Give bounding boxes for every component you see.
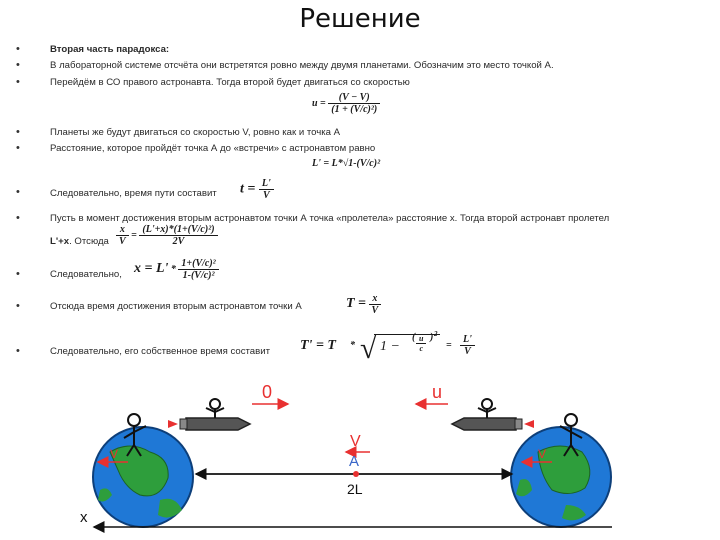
label-x-axis: x	[80, 509, 88, 526]
label-point-a: A	[349, 453, 360, 470]
point-a-dot	[353, 471, 359, 477]
bullet: •	[16, 142, 20, 154]
label-zero: 0	[262, 382, 273, 402]
bullet: •	[16, 300, 20, 312]
formula-t: t = $\frac{L'}{V}$	[240, 178, 274, 201]
formula-T-prime: T' = T * √ 1 − ( $\frac{u}{c}$ ) 2 = $\frac{L'}{V}$	[300, 330, 490, 370]
left-rocket	[168, 399, 250, 430]
bullet: •	[16, 59, 20, 71]
text-line-1: Вторая часть парадокса:	[50, 44, 170, 55]
text-line-5: Расстояние, которое пройдёт точка А до «встречи» с астронавтом равно	[50, 143, 376, 154]
right-rocket	[452, 399, 534, 430]
text-line-10: Следовательно, его собственное время составит	[50, 346, 270, 357]
formula-T: T = $\frac{x}{V}$	[346, 293, 381, 316]
bullet: •	[16, 268, 20, 280]
bullet: •	[16, 126, 20, 138]
bullet: •	[16, 43, 20, 55]
text-line-8: Следовательно,	[50, 269, 122, 280]
left-planet	[93, 427, 193, 527]
text-line-3: Перейдём в СО правого астронавта. Тогда второй будет двигаться со скоростью	[50, 77, 410, 88]
formula-x-over-v: $\frac{x}{V}$ = $\frac{\text{(L'+x)*(1+(V/c)²)}}{2V}$	[116, 224, 218, 247]
text-line-6: Следовательно, время пути составит	[50, 188, 217, 199]
label-v-top: V	[350, 433, 361, 450]
bullet: •	[16, 76, 20, 88]
formula-l-prime: L' = L*√1-(V/c)²	[312, 158, 381, 169]
text-line-7: Пусть в момент достижения вторым астронавтом точки А точка «пролетела» расстояние x. Тогда второй астронавт пролетел	[50, 213, 610, 224]
formula-u: u = $\frac{(V - V)}{\text{(1 + (V/c)²)}}$	[312, 92, 380, 115]
text-line-2: В лабораторной системе отсчёта они встретятся ровно между двумя планетами. Обозначим это место точкой А.	[50, 60, 554, 71]
formula-x: x = L' * $\frac{\text{1+(V/c)²}}{\text{1-(V/c)²}}$	[134, 258, 219, 281]
bullet: •	[16, 186, 20, 198]
label-u: u	[432, 382, 443, 402]
bullet: •	[16, 345, 20, 357]
text-line-9: Отсюда время достижения вторым астронавтом точки А	[50, 301, 302, 312]
label-v-right-planet: V	[538, 447, 547, 461]
text-line-7b: L'+x. Отсюда	[50, 236, 109, 247]
label-2l: 2L	[347, 481, 363, 497]
bullet: •	[16, 212, 20, 224]
text-line-4: Планеты же будут двигаться со скоростью V, ровно как и точка А	[50, 127, 341, 138]
slide-title: Решение	[299, 4, 421, 34]
right-planet	[511, 427, 611, 527]
label-v-left-planet: V	[110, 447, 119, 461]
